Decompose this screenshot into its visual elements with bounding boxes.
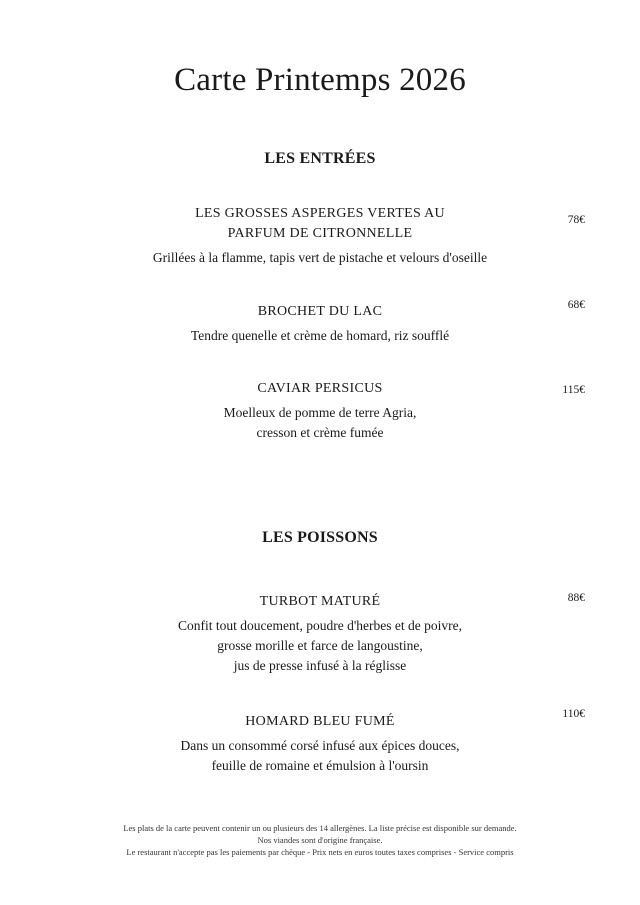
footer-notes: [60, 822, 580, 858]
dish-name: BROCHET DU LAC: [257, 304, 383, 319]
page-title: Carte Printemps 2026: [174, 62, 466, 98]
dish-turbot: [110, 592, 530, 676]
dish-caviar: [110, 379, 530, 443]
dish-price: 88€: [567, 592, 585, 604]
dish-brochet: [110, 302, 530, 346]
dish-description: Grillées à la flamme, tapis vert de pistache et velours d'oseille: [152, 250, 488, 265]
dish-homard: [110, 712, 530, 776]
footer-line-allergens: Les plats de la carte peuvent contenir un ou plusieurs des 14 allergènes. La liste précise est disponible sur demande.: [123, 823, 517, 833]
dish-price: 115€: [562, 384, 585, 396]
footer-line-payment: Le restaurant n'accepte pas les paiements par chèque - Prix nets en euros toutes taxes comprises - Service compris: [126, 847, 514, 857]
dish-asperges: [110, 204, 530, 268]
dish-description: Confit tout doucement, poudre d'herbes et de poivre, grosse morille et farce de langoustine, jus de presse infusé à la réglisse: [178, 618, 462, 673]
dish-name: TURBOT MATURÉ: [259, 594, 381, 609]
footer-line-meat-origin: Nos viandes sont d'origine française.: [257, 835, 383, 845]
dish-name: HOMARD BLEU FUMÉ: [245, 714, 395, 729]
dish-name: LES GROSSES ASPERGES VERTES AU PARFUM DE CITRONNELLE: [195, 206, 445, 241]
section-title-poissons: LES POISSONS: [262, 529, 378, 546]
dish-name: CAVIAR PERSICUS: [257, 381, 383, 396]
dish-description: Moelleux de pomme de terre Agria, cresson et crème fumée: [223, 405, 417, 440]
dish-description: Tendre quenelle et crème de homard, riz soufflé: [190, 328, 450, 343]
dish-price: 68€: [567, 299, 585, 311]
dish-price: 78€: [567, 214, 585, 226]
dish-description: Dans un consommé corsé infusé aux épices douces, feuille de romaine et émulsion à l'oursin: [180, 738, 460, 773]
dish-price: 110€: [562, 708, 585, 720]
section-title-entrees: LES ENTRÉES: [264, 150, 376, 167]
